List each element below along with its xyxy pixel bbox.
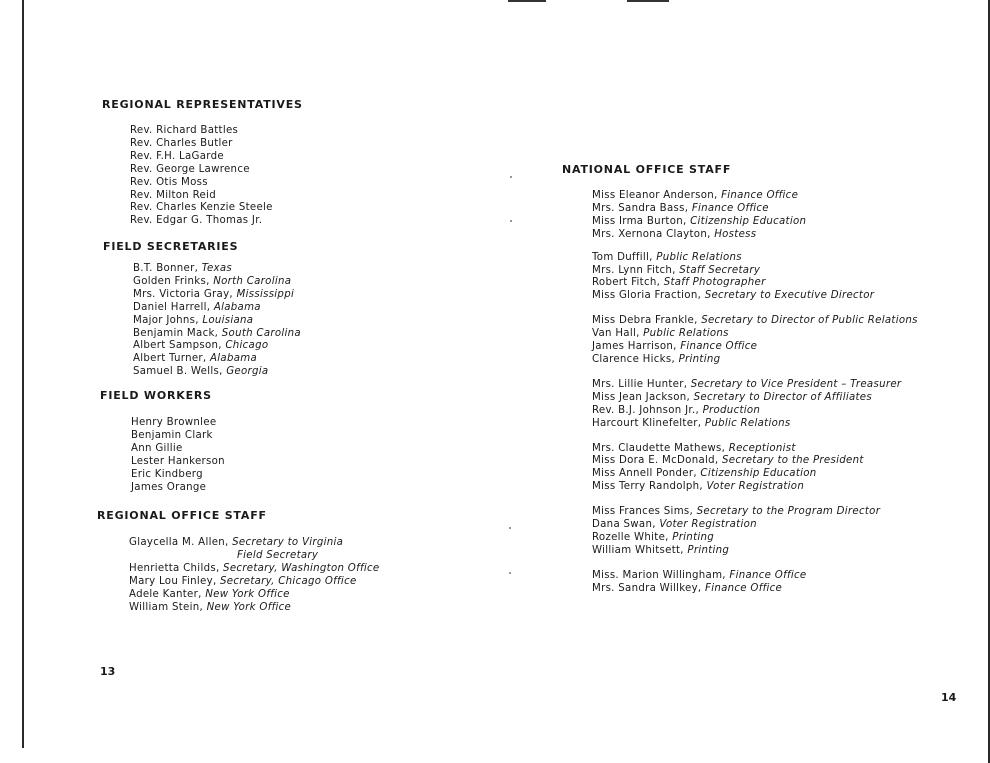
list-item: [592, 379, 918, 392]
list-item: [592, 418, 918, 431]
person-name: Mrs. Sandra Bass,: [592, 202, 689, 214]
person-name: Miss Terry Randolph,: [592, 481, 703, 493]
margin-speck: [509, 572, 511, 574]
list-item: [133, 289, 301, 302]
regional-representatives-list: [130, 125, 303, 228]
margin-speck: [510, 220, 512, 222]
list-item: James Orange: [131, 481, 207, 493]
person-name: Glaycella M. Allen,: [129, 537, 229, 548]
list-item: [129, 602, 379, 615]
person-name: Mary Lou Finley,: [129, 575, 217, 587]
person-role: Citizenship Education: [690, 215, 807, 227]
list-item: [133, 315, 301, 328]
person-name: Tom Duffill,: [592, 251, 653, 263]
list-item: [592, 443, 918, 456]
binding-mark: [627, 0, 669, 2]
section-heading: FIELD SECRETARIES: [103, 240, 239, 253]
person-role: Printing: [678, 353, 721, 365]
list-item: Rev. Charles Kenzie Steele: [130, 202, 273, 214]
page-number: 13: [100, 665, 116, 678]
list-item: Lester Hankerson: [131, 455, 225, 467]
list-item: [592, 315, 918, 328]
person-role: Secretary to Director of Affiliates: [693, 391, 872, 403]
person-name: Van Hall,: [592, 328, 640, 340]
regional-representatives-section: [102, 98, 303, 228]
person-role: Finance Office: [680, 341, 758, 353]
person-role: North Carolina: [213, 275, 292, 287]
margin-speck: [510, 176, 512, 178]
person-name: Miss Gloria Fraction,: [592, 290, 702, 302]
person-name: Miss Eleanor Anderson,: [592, 190, 718, 201]
list-item: [592, 481, 918, 494]
list-item: Rev. George Lawrence: [130, 163, 250, 175]
person-role: Mississippi: [236, 288, 295, 300]
list-item: [133, 276, 301, 289]
person-name: B.T. Bonner,: [133, 263, 199, 274]
national-office-staff-list: [592, 190, 918, 596]
person-name: Miss Irma Burton,: [592, 215, 687, 227]
list-item: [592, 265, 918, 278]
person-role: Louisiana: [202, 314, 254, 326]
person-role: Alabama: [210, 353, 258, 365]
person-role: Secretary to the Program Director: [696, 506, 881, 518]
person-role: Receptionist: [728, 442, 796, 454]
person-role: Georgia: [226, 366, 269, 378]
list-item: [592, 190, 918, 203]
person-role: Field Secretary: [237, 549, 319, 561]
list-item: [592, 545, 918, 558]
right-page: [495, 0, 990, 763]
person-role: Printing: [687, 544, 730, 556]
person-name: Rozelle White,: [592, 531, 669, 543]
list-item: [592, 290, 918, 303]
person-name: Miss. Marion Willingham,: [592, 569, 726, 581]
person-name: Golden Frinks,: [133, 275, 210, 287]
staff-group: [592, 379, 918, 431]
list-item: Ann Gillie: [131, 442, 183, 454]
list-item: [592, 455, 918, 468]
person-name: Adele Kanter,: [129, 588, 202, 600]
person-role: Printing: [672, 531, 715, 543]
person-role: Citizenship Education: [700, 468, 817, 480]
person-name: Rev. B.J. Johnson Jr.,: [592, 404, 700, 416]
field-secretaries-section: [103, 240, 301, 379]
list-item: [592, 328, 918, 341]
person-role: Staff Secretary: [679, 264, 761, 276]
section-heading: REGIONAL REPRESENTATIVES: [102, 98, 303, 111]
list-item: Rev. F.H. LaGarde: [130, 150, 224, 162]
person-name: Harcourt Klinefelter,: [592, 417, 702, 429]
section-heading: FIELD WORKERS: [100, 389, 212, 402]
person-role: Secretary to Executive Director: [704, 290, 875, 302]
national-office-staff-section: [562, 163, 918, 596]
person-name: Mrs. Xernona Clayton,: [592, 228, 711, 240]
person-name: Mrs. Sandra Willkey,: [592, 582, 702, 594]
person-name: Clarence Hicks,: [592, 353, 676, 365]
person-role: Secretary to Director of Public Relations: [701, 315, 918, 327]
regional-office-staff-section: [97, 509, 379, 614]
field-workers-list: [131, 417, 225, 494]
person-role: Secretary to Virginia: [232, 537, 344, 548]
person-name: Albert Turner,: [133, 353, 207, 365]
list-item: Rev. Edgar G. Thomas Jr.: [130, 215, 263, 227]
field-workers-section: [100, 389, 225, 494]
person-name: Robert Fitch,: [592, 277, 661, 289]
person-role: Texas: [201, 263, 233, 274]
list-item: [592, 354, 918, 367]
person-role: Production: [702, 404, 761, 416]
person-role: Secretary, Chicago Office: [220, 575, 357, 587]
person-name: Miss Debra Frankle,: [592, 315, 698, 327]
person-role: New York Office: [205, 588, 290, 600]
person-name: Miss Jean Jackson,: [592, 391, 691, 403]
person-role: Hostess: [714, 228, 757, 240]
person-role: Secretary, Washington Office: [223, 562, 380, 574]
list-item: [592, 216, 918, 229]
person-name: Mrs. Claudette Mathews,: [592, 442, 726, 454]
list-item: Rev. Otis Moss: [130, 176, 208, 188]
list-item: Henry Brownlee: [131, 417, 217, 428]
list-item: Rev. Charles Butler: [130, 137, 233, 149]
person-role: Public Relations: [643, 328, 729, 340]
staff-group: [592, 506, 918, 558]
person-role: Finance Office: [721, 190, 799, 201]
staff-group: [592, 190, 918, 242]
page-edge: [22, 0, 24, 748]
list-item: [592, 392, 918, 405]
person-role: Secretary to the President: [721, 455, 864, 467]
list-item: [129, 563, 379, 576]
staff-group: [592, 443, 918, 495]
section-heading: NATIONAL OFFICE STAFF: [562, 163, 732, 176]
section-heading: REGIONAL OFFICE STAFF: [97, 509, 267, 522]
person-name: Albert Sampson,: [133, 340, 222, 352]
person-name: Dana Swan,: [592, 519, 656, 531]
page-number: 14: [941, 691, 957, 704]
person-name: Henrietta Childs,: [129, 562, 220, 574]
person-role: New York Office: [206, 601, 292, 613]
list-item: [129, 550, 379, 563]
list-item: [592, 252, 918, 265]
list-item: [592, 277, 918, 290]
list-item: [592, 532, 918, 545]
list-item: [592, 229, 918, 242]
list-item: [133, 366, 301, 379]
person-name: Miss Dora E. McDonald,: [592, 455, 719, 467]
list-item: Benjamin Clark: [131, 429, 213, 441]
person-role: Staff Photographer: [663, 277, 766, 289]
list-item: [592, 519, 918, 532]
person-role: Public Relations: [656, 251, 742, 263]
person-name: Miss Annell Ponder,: [592, 468, 697, 480]
person-role: South Carolina: [221, 327, 301, 339]
list-item: [592, 506, 918, 519]
list-item: [592, 570, 918, 583]
person-name: Mrs. Lillie Hunter,: [592, 378, 688, 390]
list-item: [129, 589, 379, 602]
list-item: Rev. Milton Reid: [130, 189, 216, 201]
staff-group: [592, 570, 918, 596]
person-role: Secretary to Vice President – Treasurer: [690, 378, 902, 390]
list-item: [129, 576, 379, 589]
person-role: Voter Registration: [706, 481, 805, 493]
person-role: Finance Office: [705, 582, 783, 594]
list-item: [592, 583, 918, 596]
person-role: Finance Office: [691, 202, 769, 214]
list-item: [133, 302, 301, 315]
field-secretaries-list: [133, 263, 301, 379]
list-item: [133, 328, 301, 341]
person-name: Miss Frances Sims,: [592, 506, 694, 518]
person-name: Mrs. Victoria Gray,: [133, 288, 233, 300]
margin-speck: [509, 527, 511, 529]
list-item: [133, 340, 301, 353]
list-item: [133, 263, 301, 276]
regional-office-staff-list: [129, 537, 379, 614]
person-role: Alabama: [213, 301, 261, 313]
list-item: [129, 537, 379, 550]
person-name: Samuel B. Wells,: [133, 366, 223, 378]
list-item: [592, 341, 918, 354]
person-name: Major Johns,: [133, 314, 199, 326]
person-role: Chicago: [225, 340, 269, 352]
list-item: Eric Kindberg: [131, 468, 203, 480]
staff-group: [592, 252, 918, 304]
list-item: Rev. Richard Battles: [130, 125, 239, 136]
person-name: William Stein,: [129, 601, 204, 613]
person-name: Mrs. Lynn Fitch,: [592, 264, 676, 276]
person-role: Public Relations: [704, 417, 791, 429]
list-item: [592, 468, 918, 481]
person-name: William Whitsett,: [592, 544, 684, 556]
person-name: James Harrison,: [592, 341, 677, 353]
list-item: [592, 203, 918, 216]
staff-group: [592, 315, 918, 367]
list-item: [592, 405, 918, 418]
person-name: Benjamin Mack,: [133, 327, 219, 339]
person-name: Daniel Harrell,: [133, 301, 211, 313]
list-item: [133, 353, 301, 366]
person-role: Finance Office: [729, 569, 807, 581]
person-role: Voter Registration: [659, 519, 757, 531]
